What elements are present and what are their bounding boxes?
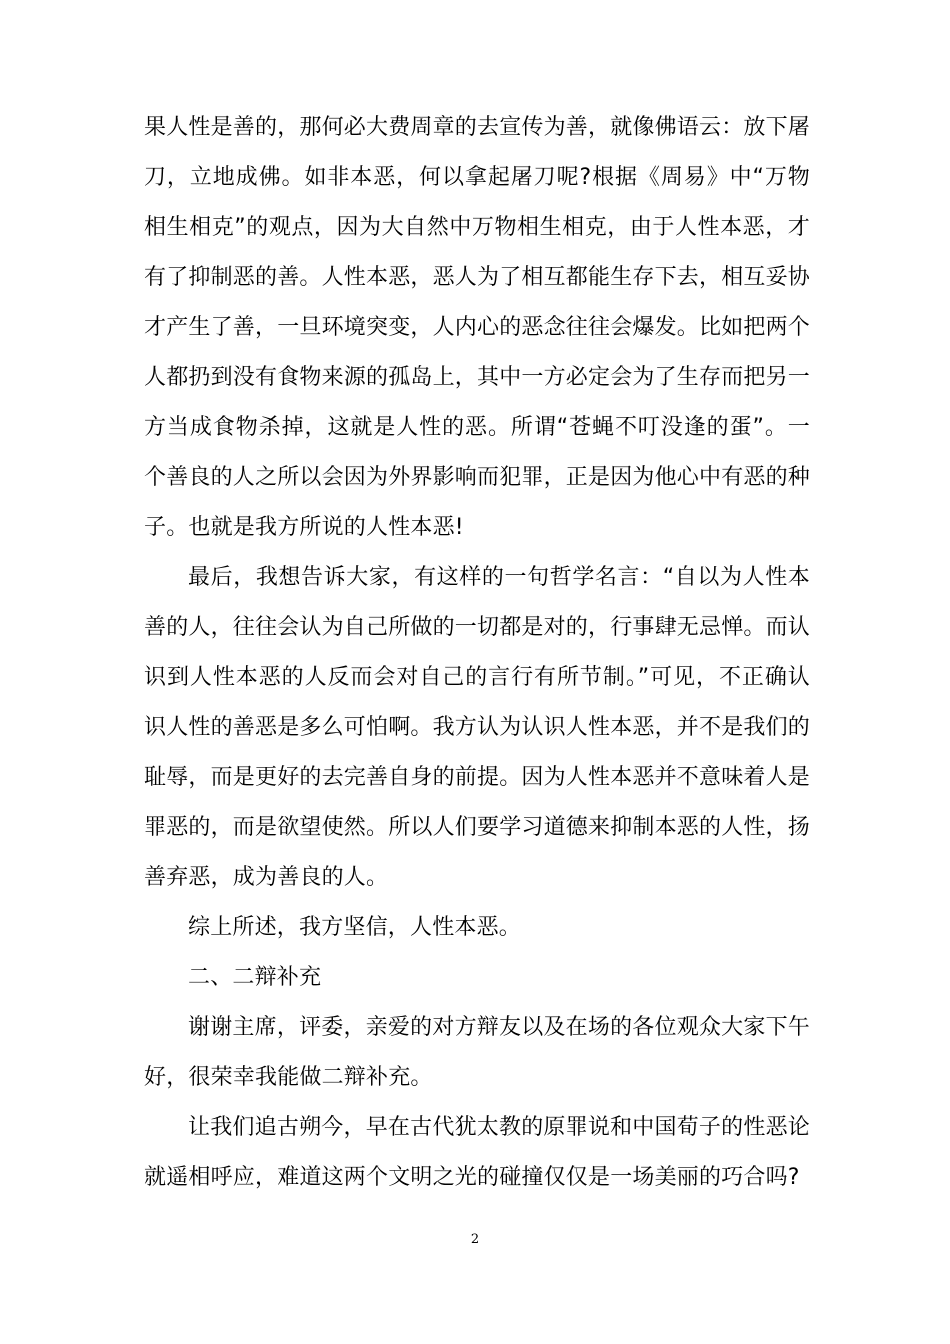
paragraph-4: 谢谢主席，评委，亲爱的对方辩友以及在场的各位观众大家下午好，很荣幸我能做二辩补充。 [144,1015,810,1090]
document-body [144,103,810,1203]
paragraph-3: 综上所述，我方坚信，人性本恶。 [188,915,522,940]
section-heading: 二、二辩补充 [188,965,322,990]
paragraph-2: 最后，我想告诉大家，有这样的一句哲学名言：“自以为人性本善的人，往往会认为自己所做的一切都是对的，行事肆无忌惮。而认识到人性本恶的人反而会对自己的言行有所节制。”可见，不正确认识人性的善恶是多么可怕啊。我方认为认识人性本恶，并不是我们的耻辱，而是更好的去完善自身的前提。因为人性本恶并不意味着人是罪恶的，而是欲望使然。所以人们要学习道德来抑制本恶的人性，扬善弃恶，成为善良的人。 [144,565,811,890]
paragraph-5: 让我们追古朔今，早在古代犹太教的原罪说和中国荀子的性恶论就遥相呼应，难道这两个文明之光的碰撞仅仅是一场美丽的巧合吗? [144,1115,810,1190]
paragraph-1: 果人性是善的，那何必大费周章的去宣传为善，就像佛语云：放下屠刀，立地成佛。如非本恶，何以拿起屠刀呢?根据《周易》中“万物相生相克”的观点，因为大自然中万物相生相克，由于人性本恶，才有了抑制恶的善。人性本恶，恶人为了相互都能生存下去，相互妥协才产生了善，一旦环境突变，人内心的恶念往往会爆发。比如把两个人都扔到没有食物来源的孤岛上，其中一方必定会为了生存而把另一方当成食物杀掉，这就是人性的恶。所谓“苍蝇不叮没逢的蛋”。一个善良的人之所以会因为外界影响而犯罪，正是因为他心中有恶的种子。也就是我方所说的人性本恶! [144,115,811,540]
page-number: 2 [470,1232,480,1247]
